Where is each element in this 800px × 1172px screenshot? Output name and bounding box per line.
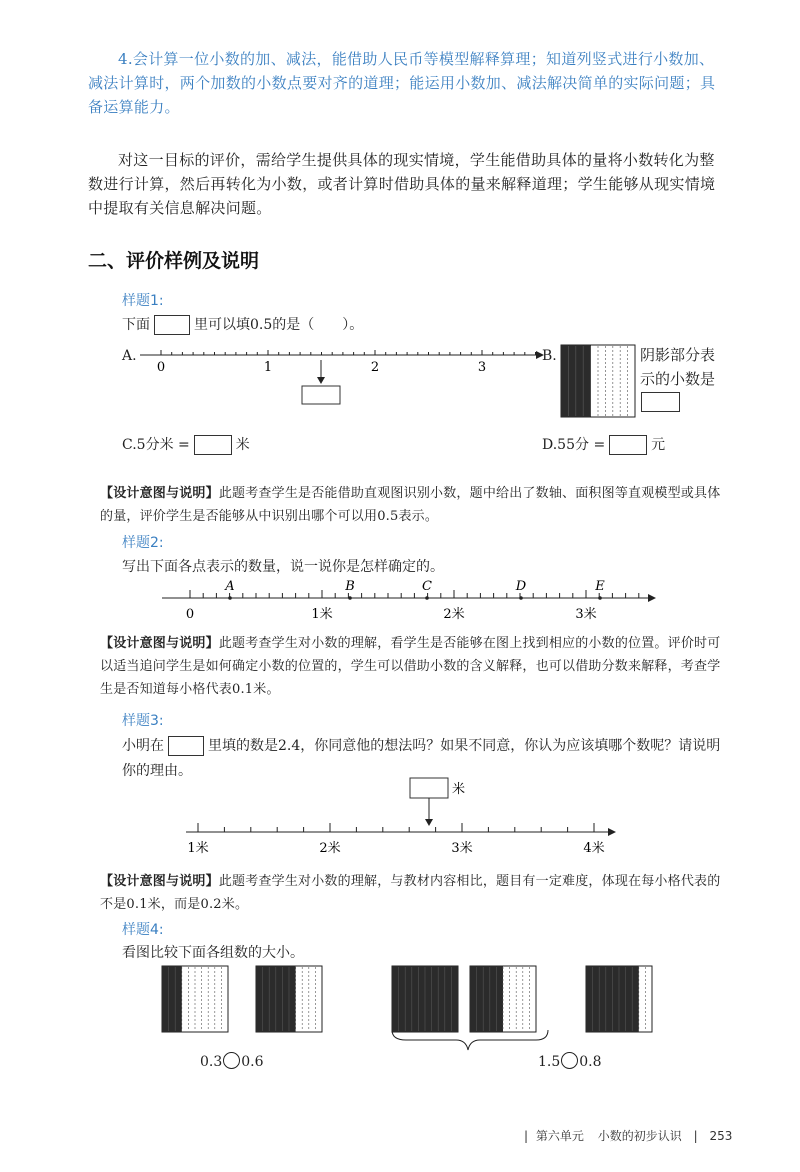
q1-prompt-before: 下面 [122,317,150,333]
evaluation-text: 对这一目标的评价，需给学生提供具体的现实情境，学生能借助具体的量将小数转化为整数进行计算，然后再转化为小数，或者计算时借助具体的量来解释道理；学生能够从现实情境中提取有关信息解决问题。 [88,151,716,217]
q3-pointer-arrow [425,819,433,826]
q1-d-before: D.55分 = [542,437,606,453]
q2-prompt: 写出下面各点表示的数量，说一说你是怎样确定的。 [122,559,444,575]
q4-c1-left: 0.3 [200,1054,223,1070]
q1-b-desc-line1: 阴影部分表 [640,346,716,364]
q1-prompt-after: 里可以填0.5的是（ ）。 [194,317,364,333]
point-e: E [595,579,605,594]
q3-tick-2: 3米 [451,841,473,856]
note1-label: 【设计意图与说明】 [100,486,219,501]
q1-option-a-label: A. [122,348,137,364]
dot-c [425,596,429,600]
footer-sep-right: | [693,1129,698,1143]
q3-tick-1: 2米 [319,841,341,856]
q2-axis-ticks [190,590,639,598]
goal4-text: 4.会计算一位小数的加、减法，能借助人民币等模型解释算理；知道列竖式进行小数加、减法计算时，两个加数的小数点要对齐的道理；能运用小数加、减法解决简单的实际问题；具备运算能力。 [88,50,716,116]
q3-prompt-after: 里填的数是2.4，你同意他的想法吗？如果不同意，你认为应该填哪个数呢？请说明你的理由。 [122,738,721,779]
q3-line-box [410,778,448,798]
q1-number-line [136,340,546,410]
note2 [100,632,730,701]
note2-label: 【设计意图与说明】 [100,636,219,651]
tick-label-2: 2 [370,360,380,375]
footer-sep-left: | [524,1129,529,1143]
area-shaded [470,966,503,1032]
note1-text: 此题考查学生是否能借助直观图识别小数，题中给出了数轴、面积图等直观模型或具体的量，评价学生是否能够从中识别出哪个可以用0.5表示。 [100,486,721,524]
q4-brace [392,1030,548,1050]
tick-label-1: 1 [263,360,273,375]
note3-label: 【设计意图与说明】 [100,874,219,889]
note3-text: 此题考查学生对小数的理解，与教材内容相比，题目有一定难度，体现在每小格代表的不是0.1米，而是0.2米。 [100,874,721,912]
q1-a-answer-box [302,386,340,404]
section-title: 二、评价样例及说明 [88,250,260,272]
note3 [100,870,730,916]
q1-c-answer-box [194,435,232,455]
q3-label: 样题3: [122,713,164,729]
axis-ticks [161,350,536,355]
q1-prompt [122,314,363,336]
q4-compare-1 [200,1051,264,1073]
q1-b-desc [640,343,715,391]
tick-label-3: 3 [477,360,487,375]
q4-c1-right: 0.6 [241,1054,264,1070]
compare-circle [561,1052,578,1069]
q1-label: 样题1: [122,293,164,309]
q4-label: 样题4: [122,922,164,938]
q3-prompt-before: 小明在 [122,738,164,754]
q3-answer-box [168,736,204,756]
q2-tick-3: 3米 [575,607,597,622]
q1-b-desc-line2: 示的小数是 [640,370,716,388]
answer-box [154,315,190,335]
q3-number-line [180,774,620,864]
dot-a [228,596,232,600]
q1-area-model [560,344,640,420]
q2-tick-2: 2米 [443,607,465,622]
q4-c2-left: 1.5 [538,1054,561,1070]
note2-text: 此题考查学生对小数的理解，看学生是否能够在图上找到相应的小数的位置。评价时可以适当追问学生是如何确定小数的位置的，学生可以借助小数的含义解释，也可以借助分数来解释，考查学生是否知道每小格代表0.1米。 [100,636,721,697]
q1-c-before: C.5分米 = [122,437,190,453]
pointer-arrow [317,377,325,384]
point-d: D [515,579,527,594]
q1-option-b-label: B. [542,348,557,364]
q2-number-line [160,576,660,626]
q3-tick-0: 1米 [187,841,209,856]
q1-b-answer-box [641,392,680,412]
q1-option-c [122,434,250,456]
dot-d [519,596,523,600]
q1-d-answer-box [609,435,647,455]
footer-title: 小数的初步认识 [597,1129,682,1143]
point-a: A [225,579,235,594]
q3-axis-arrow [608,828,616,836]
q4-area-models [162,966,652,1032]
q1-c-after: 米 [235,437,250,453]
point-b: B [345,579,355,594]
q4-compare-2 [538,1051,602,1073]
q2-tick-1: 1米 [311,607,333,622]
note1 [100,482,730,528]
dot-e [598,596,602,600]
q1-d-after: 元 [651,437,666,453]
tick-label-0: 0 [156,360,166,375]
q2-label: 样题2: [122,535,164,551]
q3-unit: 米 [452,782,466,797]
footer-unit: 第六单元 [535,1129,584,1143]
point-c: C [422,579,432,594]
page-footer [524,1127,732,1144]
page-number: 253 [709,1129,733,1143]
q4-c2-right: 0.8 [579,1054,602,1070]
q2-tick-0: 0 [185,607,195,622]
compare-circle [223,1052,240,1069]
q3-tick-3: 4米 [583,841,605,856]
q3-axis-ticks [198,823,594,832]
dot-b [348,596,352,600]
area-shaded [162,966,182,1032]
q4-prompt: 看图比较下面各组数的大小。 [122,945,304,961]
q1-option-d [542,434,665,456]
q2-axis-arrow [648,594,656,602]
